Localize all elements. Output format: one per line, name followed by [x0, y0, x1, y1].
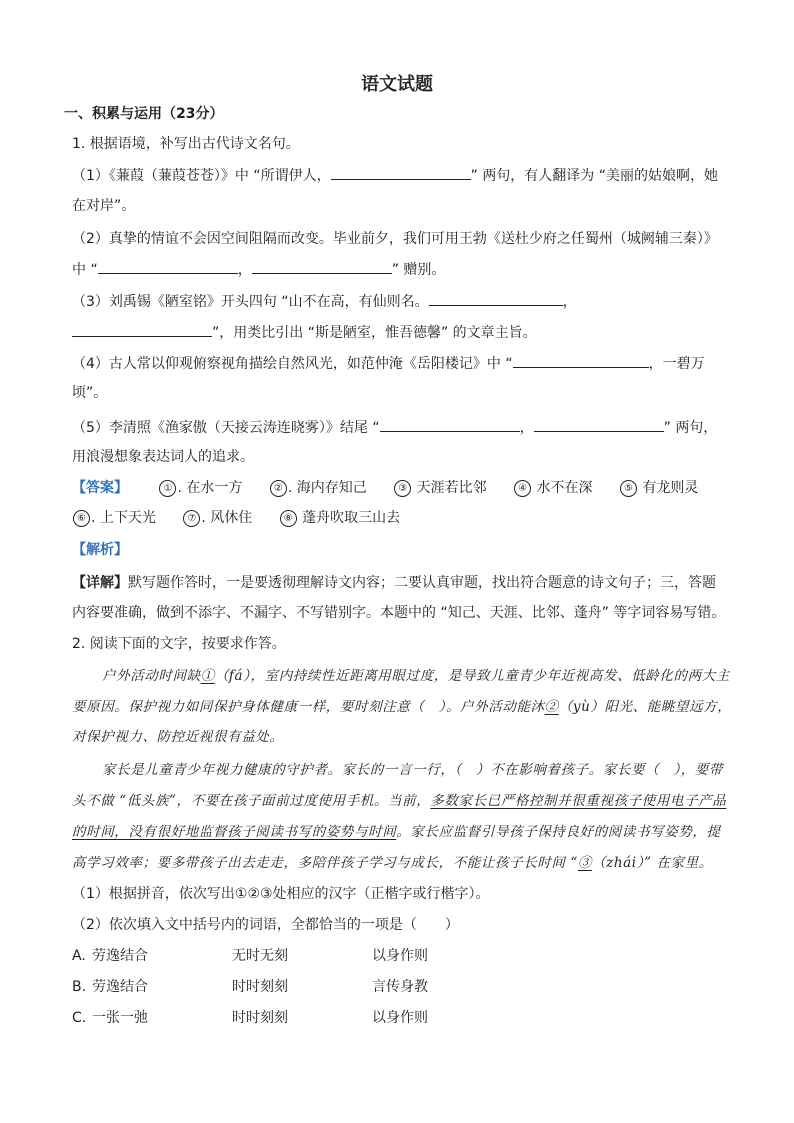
- section-heading: 一、积累与运用（23分）: [64, 106, 224, 122]
- option-c-word-2: 时时刻刻: [232, 1010, 288, 1026]
- q1-item-4-cont: 顷”。: [72, 385, 108, 401]
- answer-number: ⑦: [183, 510, 200, 527]
- q1-item-2: （2）真挚的情谊不会因空间阻隔而改变。毕业前夕，我们可用王勃《送杜少府之任蜀州（城阙辅三秦）》: [72, 231, 718, 247]
- q1-item-2-text-a: 中 “: [72, 262, 98, 278]
- passage-line-3: 对保护视力、防控近视很有益处。: [72, 729, 284, 745]
- passage-line-4: 家长是儿童青少年视力健康的守护者。家长的一言一行，（ ）不在影响着孩子。家长要（ ），要带: [102, 762, 723, 778]
- underlined-sentence: 多数家长已严格控制并很重视孩子使用电子产品: [430, 793, 727, 809]
- answer-row-2: [72, 508, 422, 528]
- answer-number: ⑤: [620, 480, 637, 497]
- question-1-stem: 1. 根据语境，补写出古代诗文名句。: [72, 136, 300, 152]
- detail-line-1: [72, 573, 716, 593]
- answer-blank: [534, 417, 664, 432]
- answer-item: [619, 478, 698, 498]
- passage-text: 要原因。保护视力如同保护身体健康一样，要时刻注意（ ）。户外活动能沐: [72, 699, 545, 715]
- q1-item-4-text-b: ，一碧万: [648, 356, 705, 372]
- answer-number: ④: [514, 480, 531, 497]
- option-c-word-1: 一张一弛: [92, 1010, 148, 1026]
- passage-line-5: [72, 791, 726, 811]
- answer-item: [393, 478, 486, 498]
- answer-blank: [513, 353, 649, 368]
- q1-item-4: [72, 353, 705, 374]
- blank-marker-1: ①: [200, 668, 215, 684]
- option-label-c[interactable]: C.: [72, 1010, 87, 1026]
- option-b-word-1: 劳逸结合: [92, 979, 148, 995]
- passage-text: 。家长应监督引导孩子保持良好的阅读书写姿势，提: [396, 824, 721, 840]
- answer-number: ②: [270, 480, 287, 497]
- passage-text: 头不做 “低头族”，不要在孩子面前过度使用手机。当前，: [72, 793, 431, 809]
- q1-item-3-text-b: ，: [562, 294, 577, 310]
- passage-line-1: [102, 666, 730, 686]
- passage-text: （fá），室内持续性近距离用眼过度，是导致儿童青少年近视高发、低龄化的两大主: [214, 668, 730, 684]
- answer-blank: [252, 259, 392, 274]
- answer-blank: [98, 259, 238, 274]
- answer-number: ⑧: [280, 510, 297, 527]
- answer-item: [158, 478, 242, 498]
- passage-line-2: [72, 697, 731, 717]
- detail-line-2: 内容要准确，做到不添字、不漏字、不写错别字。本题中的 “知己、天涯、比邻、蓬舟” 等字词容易写错。: [72, 605, 726, 621]
- question-2-stem: 2. 阅读下面的文字，按要求作答。: [72, 636, 286, 652]
- q1-item-1-cont: 在对岸”。: [72, 198, 136, 214]
- answer-item: [279, 508, 400, 528]
- q1-item-1: [72, 165, 718, 186]
- answer-text: 有龙则灵: [637, 480, 699, 496]
- answer-text: 蓬舟吹取三山去: [297, 510, 401, 526]
- answer-blank: [429, 291, 563, 306]
- passage-line-6: [72, 822, 721, 842]
- analysis-label: 【解析】: [72, 542, 128, 558]
- passage-text: （yù）阳光、能眺望远方，: [558, 699, 732, 715]
- q1-item-3-text-c: ”，用类比引出 “斯是陋室，惟吾德馨” 的文章主旨。: [212, 325, 537, 341]
- answer-number: ⑥: [73, 510, 90, 527]
- answer-text: 水不在深: [532, 480, 593, 496]
- q1-item-3: [72, 291, 577, 312]
- option-b-word-3: 言传身教: [372, 979, 428, 995]
- q1-item-5-text-a: （5）李清照《渔家傲（天接云涛连晓雾）》结尾 “: [72, 420, 380, 436]
- answer-label: 【答案】: [72, 480, 128, 496]
- q2-sub-2: （2）依次填入文中括号内的词语，全都恰当的一项是（ ）: [72, 917, 459, 933]
- q1-item-1-text-a: （1）《蒹葭（蒹葭苍苍）》中 “所谓伊人，: [72, 168, 331, 184]
- option-label-a[interactable]: A.: [72, 948, 86, 964]
- q2-sub-1: （1）根据拼音，依次写出①②③处相应的汉字（正楷字或行楷字）。: [72, 886, 490, 902]
- answer-item: [513, 478, 592, 498]
- document-title: 语文试题: [361, 74, 433, 95]
- option-label-b[interactable]: B.: [72, 979, 87, 995]
- answer-text: . 上下天光: [91, 510, 156, 526]
- answer-text: . 在水一方: [177, 480, 243, 496]
- blank-marker-2: ②: [544, 699, 559, 715]
- q1-item-5-cont: 用浪漫想象表达词人的追求。: [72, 449, 254, 465]
- answer-blank: [331, 165, 471, 180]
- answer-blank: [72, 322, 212, 337]
- option-c-word-3: 以身作则: [372, 1010, 428, 1026]
- option-b-word-2: 时时刻刻: [232, 979, 288, 995]
- passage-line-7: [72, 853, 713, 873]
- answer-text: 天涯若比邻: [412, 480, 487, 496]
- option-a-word-2: 无时无刻: [232, 948, 288, 964]
- passage-text: 户外活动时间缺: [102, 668, 201, 684]
- answer-number: ③: [394, 480, 411, 497]
- option-a-word-3: 以身作则: [372, 948, 428, 964]
- answer-text: . 风休住: [201, 510, 253, 526]
- underlined-sentence: 的时间，没有很好地监督孩子阅读书写的姿势与时间: [72, 824, 397, 840]
- answer-text: . 海内存知己: [287, 480, 367, 496]
- answer-item: [72, 508, 156, 528]
- passage-text: 高学习效率；要多带孩子出去走走，多陪伴孩子学习与成长，不能让孩子长时间 “: [72, 855, 578, 871]
- detail-text-1: 默写题作答时，一是要透彻理解诗文内容；二要认真审题，找出符合题意的诗文句子；三，答题: [128, 575, 716, 591]
- q1-item-2-text-b: ，: [237, 262, 252, 278]
- q1-item-3-cont: [72, 322, 537, 343]
- q1-item-4-text-a: （4）古人常以仰观俯察视角描绘自然风光，如范仲淹《岳阳楼记》中 “: [72, 356, 513, 372]
- answer-item: [269, 478, 367, 498]
- q1-item-2-text-c: ” 赠别。: [391, 262, 446, 278]
- q1-item-5-text-c: ” 两句，: [663, 420, 718, 436]
- q1-item-3-text-a: （3）刘禹锡《陋室铭》开头四句 “山不在高，有仙则名。: [72, 294, 429, 310]
- q1-item-2-cont: [72, 259, 445, 280]
- passage-text: （zhái）” 在家里。: [592, 855, 713, 871]
- q1-item-5-text-b: ，: [519, 420, 534, 436]
- detail-label: 【详解】: [72, 575, 128, 591]
- answer-blank: [380, 417, 520, 432]
- blank-marker-3: ③: [577, 855, 593, 871]
- q1-item-1-text-b: ” 两句，有人翻译为 “美丽的姑娘啊，她: [470, 168, 719, 184]
- option-a-word-1: 劳逸结合: [92, 948, 148, 964]
- answer-row-1: [72, 478, 698, 498]
- q1-item-5: [72, 417, 717, 438]
- answer-number: ①: [159, 480, 176, 497]
- answer-item: [182, 508, 252, 528]
